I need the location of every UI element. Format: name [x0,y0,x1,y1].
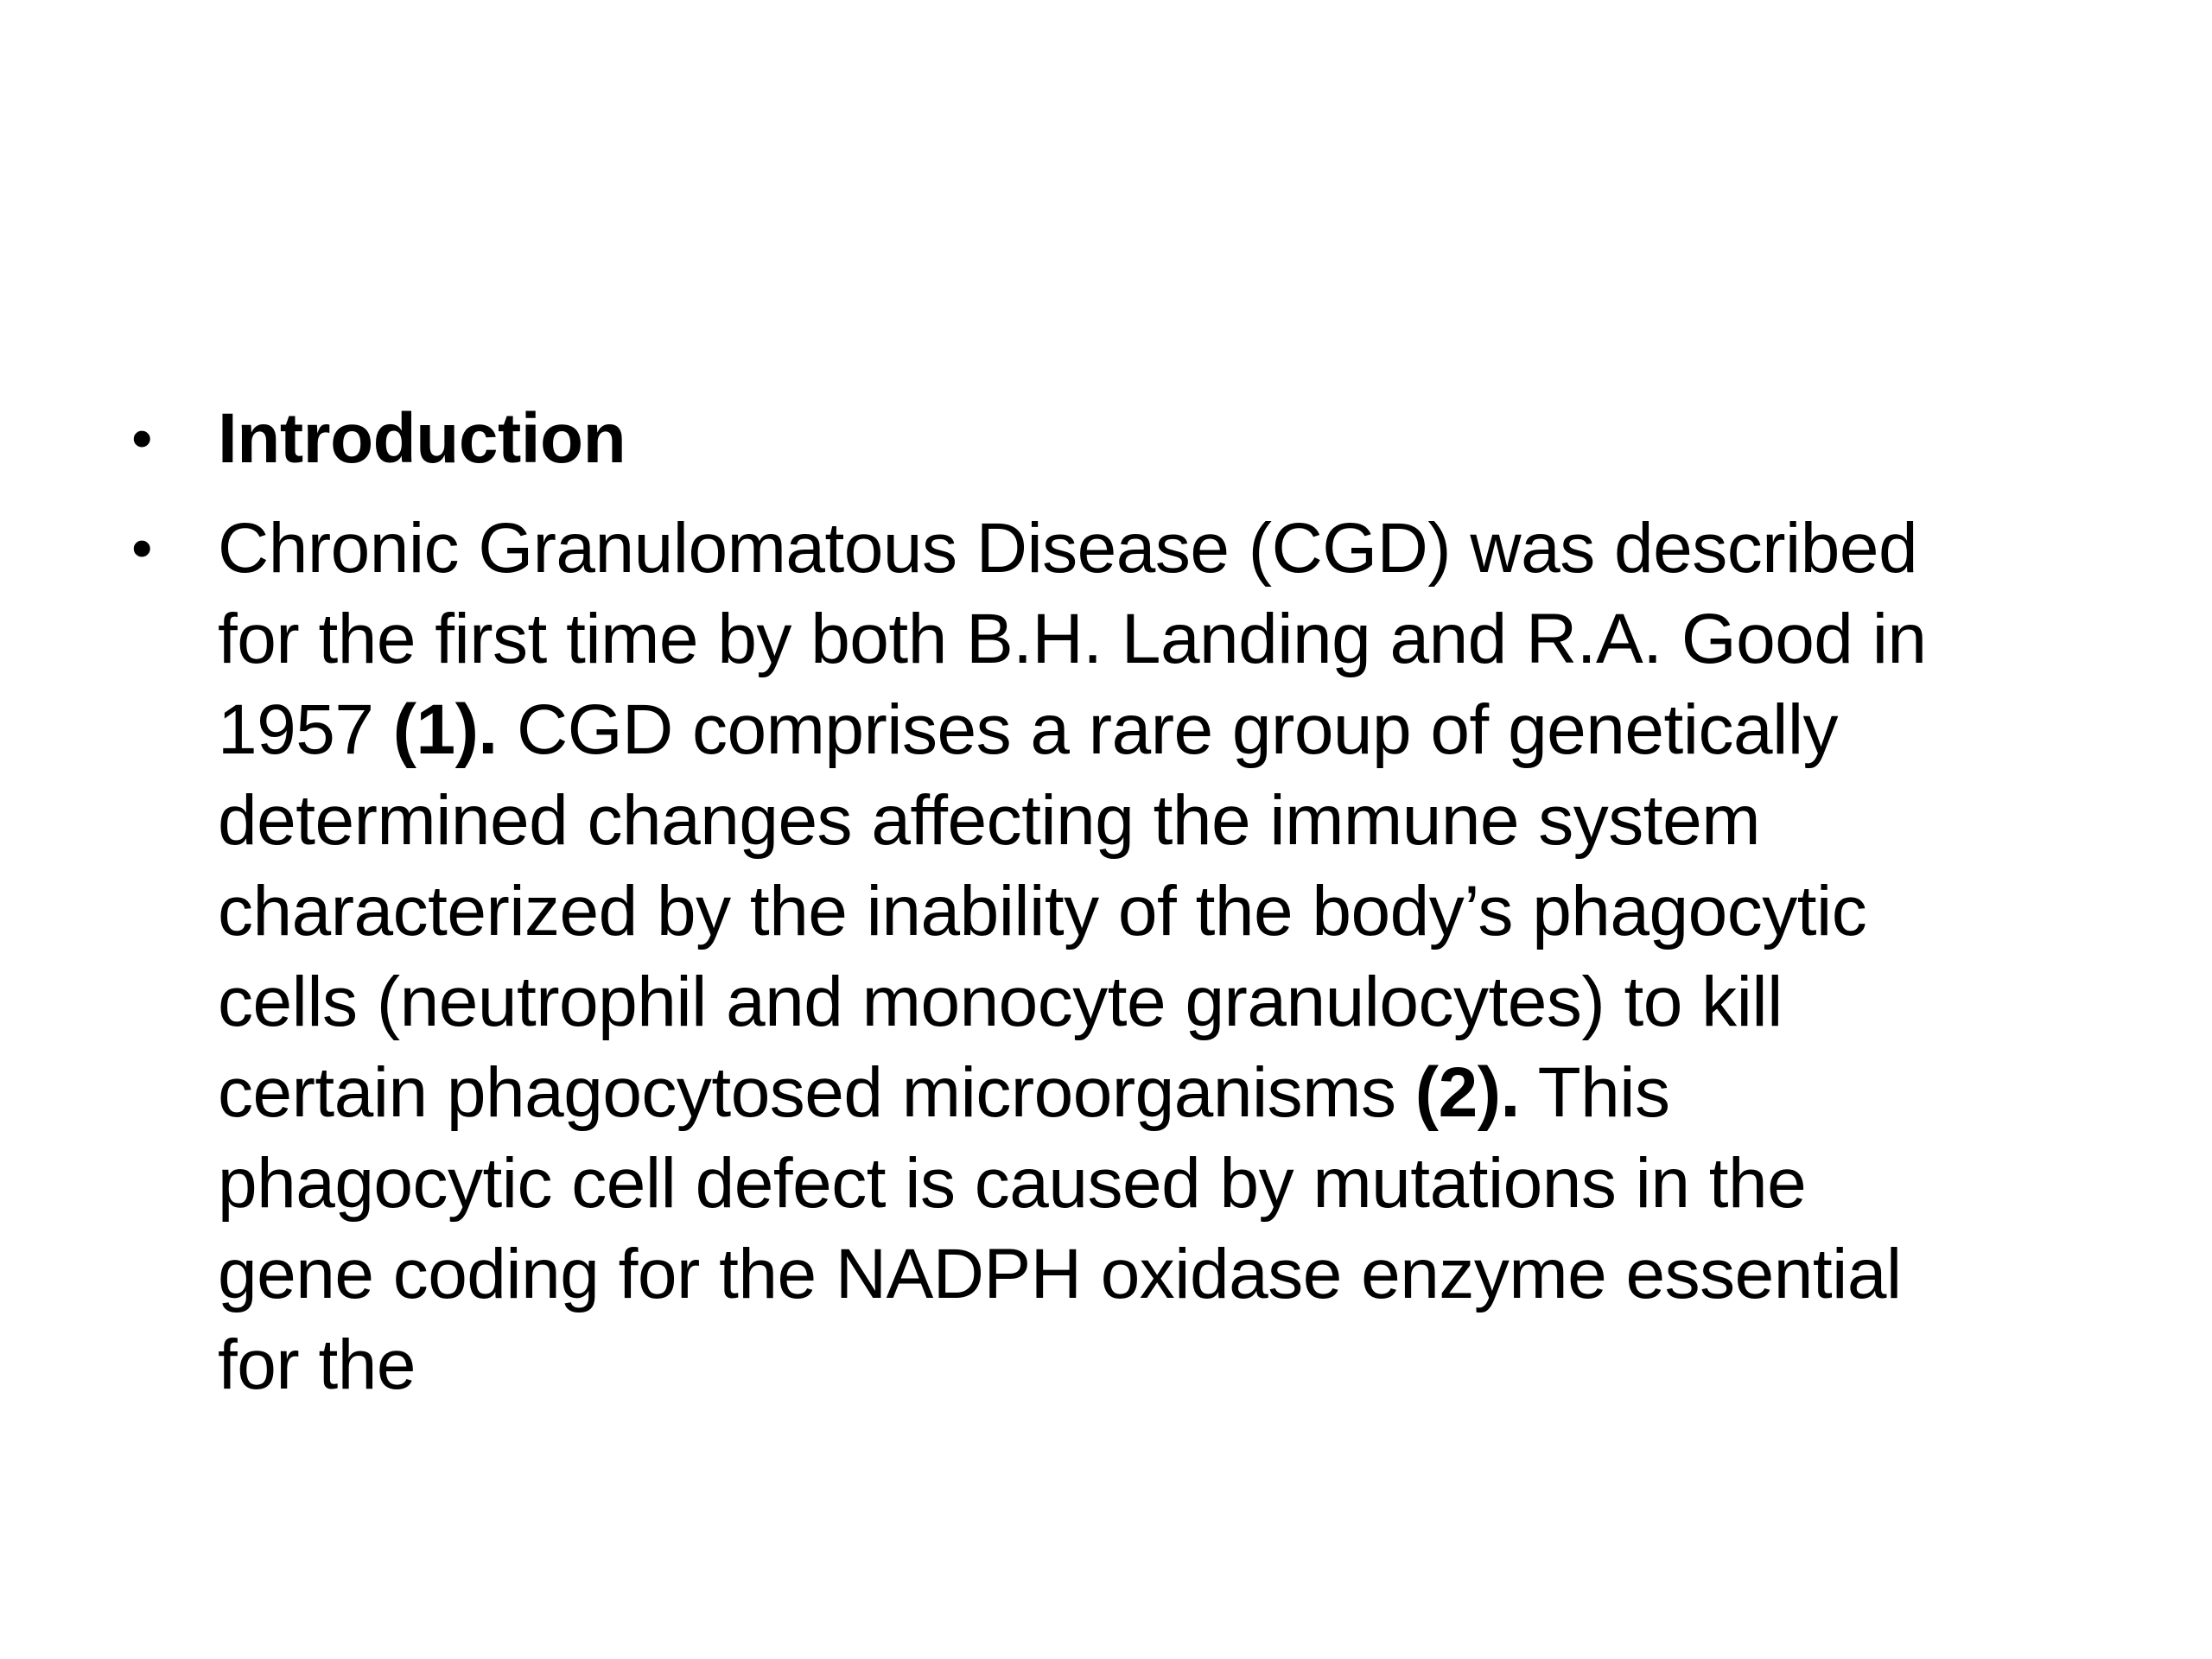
body-text-run: characterized by the inability of the body’s phagocytic [218,872,1867,950]
citation-ref: (2). [1414,1053,1520,1132]
bullet-marker: • [131,514,153,582]
body-text-run: This [1519,1053,1670,1132]
body-text-run: CGD comprises a rare group of genetically [497,690,1839,769]
body-text-run: Chronic Granulomatous Disease (CGD) was described [218,509,1918,588]
body-line [218,1319,2119,1410]
citation-ref: (1). [392,690,498,769]
body-text-run: 1957 [218,690,393,769]
body-paragraph [218,503,2119,1410]
body-text-run: for the [218,1325,416,1404]
body-line [218,1047,2119,1138]
bullet-marker: • [131,404,153,472]
body-text-run: certain phagocytosed microorganisms [218,1053,1415,1132]
body-line [218,957,2119,1047]
body-line [218,775,2119,866]
body-line [218,594,2119,684]
body-text-run: gene coding for the NADPH oxidase enzyme essential [218,1235,1902,1313]
body-text-run: cells (neutrophil and monocyte granulocytes) to kill [218,963,1783,1041]
bullet-item-heading [131,393,2119,484]
body-text-run: phagocytic cell defect is caused by mutations in the [218,1144,1807,1223]
body-text-run: determined changes affecting the immune system [218,781,1761,860]
bullet-item-body [131,503,2119,1410]
section-heading: Introduction [218,399,626,478]
bullet-list [131,393,2119,1429]
body-line [218,866,2119,957]
body-text-run: for the first time by both B.H. Landing and R.A. Good in [218,600,1927,678]
body-line [218,503,2119,594]
body-line [218,684,2119,775]
body-line [218,1229,2119,1319]
body-line [218,1138,2119,1229]
